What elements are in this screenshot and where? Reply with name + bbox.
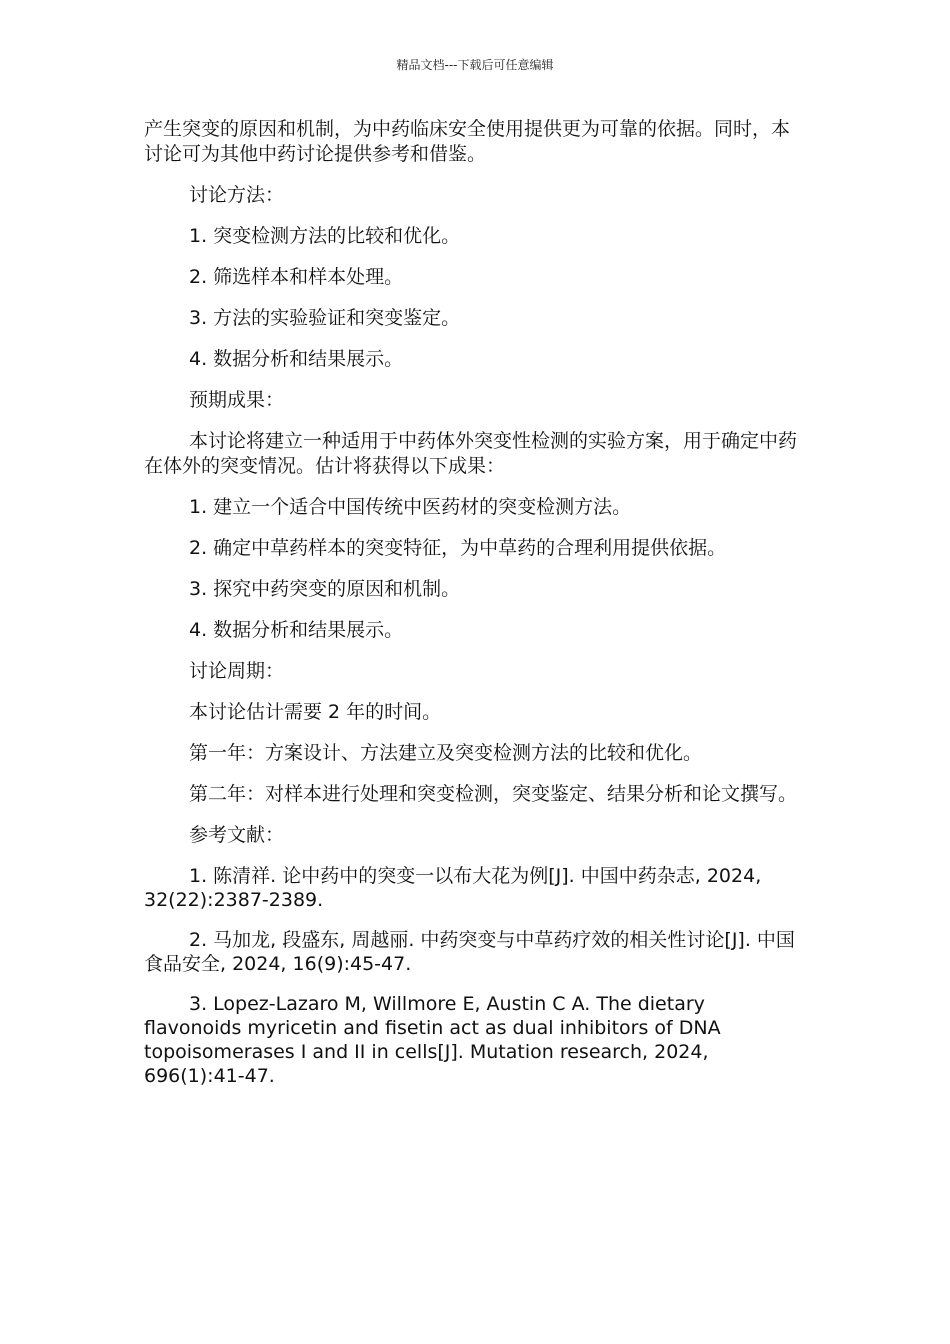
year-two-paragraph: 第二年：对样本进行处理和突变检测，突变鉴定、结果分析和论文撰写。 xyxy=(189,783,798,805)
methods-heading: 讨论方法： xyxy=(189,184,285,206)
intro-paragraph: 产生突变的原因和机制，为中药临床安全使用提供更为可靠的依据。同时，本讨论可为其他中药讨论提供参考和借鉴。 xyxy=(144,118,791,165)
methods-item: 2. 筛选样本和样本处理。 xyxy=(189,266,404,288)
results-item: 3. 探究中药突变的原因和机制。 xyxy=(189,578,461,600)
document-body xyxy=(144,117,804,1104)
methods-item: 1. 突变检测方法的比较和优化。 xyxy=(189,225,461,247)
methods-item: 3. 方法的实验验证和突变鉴定。 xyxy=(189,307,461,329)
period-heading: 讨论周期： xyxy=(189,660,285,682)
results-intro-paragraph: 本讨论将建立一种适用于中药体外突变性检测的实验方案，用于确定中药在体外的突变情况。估计将获得以下成果： xyxy=(144,430,798,477)
results-item: 4. 数据分析和结果展示。 xyxy=(189,619,404,641)
results-heading: 预期成果： xyxy=(189,389,285,411)
results-item: 1. 建立一个适合中国传统中医药材的突变检测方法。 xyxy=(189,496,632,518)
year-one-paragraph: 第一年：方案设计、方法建立及突变检测方法的比较和优化。 xyxy=(189,742,703,764)
methods-item: 4. 数据分析和结果展示。 xyxy=(189,348,404,370)
page-header: 精品文档---下载后可任意编辑 xyxy=(396,58,554,72)
period-intro-paragraph: 本讨论估计需要 2 年的时间。 xyxy=(189,701,442,723)
reference-item: 2. 马加龙, 段盛东, 周越丽. 中药突变与中草药疗效的相关性讨论[J]. 中国食品安全, 2024, 16(9):45-47. xyxy=(144,929,795,975)
reference-item: 1. 陈清祥. 论中药中的突变一以布大花为例[J]. 中国中药杂志, 2024, 32(22):2387-2389. xyxy=(144,865,762,911)
results-item: 2. 确定中草药样本的突变特征，为中草药的合理利用提供依据。 xyxy=(189,537,727,559)
reference-item: 3. Lopez-Lazaro M, Willmore E, Austin C A. The dietary flavonoids myricetin and fisetin act as dual inhibitors of DNA topoisomerases I and II in cells[J]. Mutation research, 2024, 696(1):41-47. xyxy=(144,993,721,1087)
references-heading: 参考文献： xyxy=(189,824,285,846)
